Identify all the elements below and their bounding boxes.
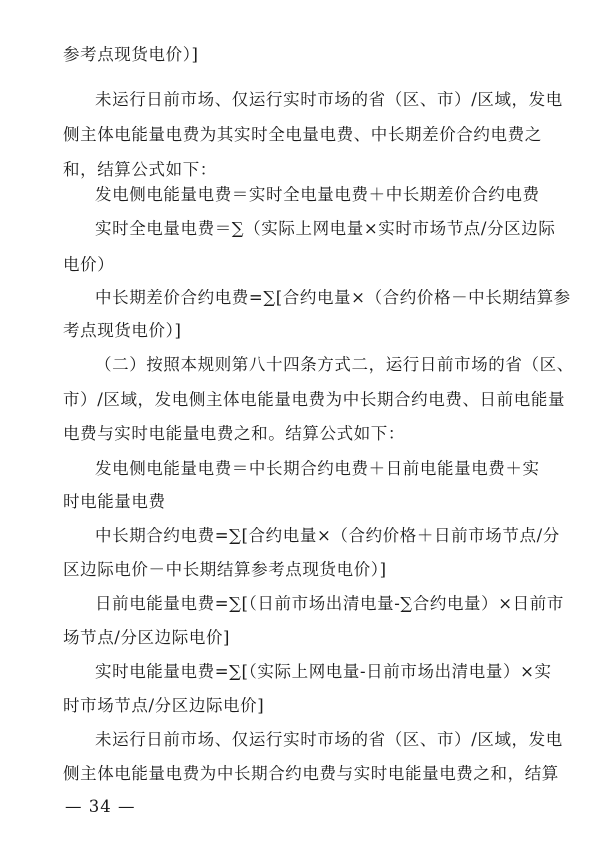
text-line: 电费与实时电能量电费之和。结算公式如下： — [63, 424, 405, 443]
formula-line: 发电侧电能量电费＝中长期合约电费＋日前电能量电费＋实 — [95, 459, 540, 478]
formula-line: 时电能量电费 — [63, 492, 166, 511]
text-line: 未运行日前市场、仅运行实时市场的省（区、市）/区域，发电 — [95, 90, 563, 109]
formula-line: 实时全电量电费＝∑（实际上网电量×实时市场节点/分区边际 — [95, 219, 556, 238]
formula-line: 中长期合约电费=∑[合约电量×（合约价格＋日前市场节点/分 — [95, 526, 560, 545]
formula-line: 考点现货电价）] — [63, 321, 182, 340]
formula-line: 电价） — [63, 255, 115, 274]
text-line: 侧主体电能量电费为其实时全电量电费、中长期差价合约电费之 — [63, 125, 542, 144]
formula-line: 场节点/分区边际电价] — [63, 628, 231, 647]
text-line: 和，结算公式如下： — [63, 160, 217, 179]
text-line: 市）/区域，发电侧主体电能量电费为中长期合约电费、日前电能量 — [63, 390, 566, 409]
formula-line: 时市场节点/分区边际电价] — [63, 696, 265, 715]
formula-line: 日前电能量电费=∑[（日前市场出清电量-∑合约电量）×日前市 — [95, 594, 564, 613]
section-heading-line: （二）按照本规则第八十四条方式二，运行日前市场的省（区、 — [95, 355, 574, 374]
formula-line: 中长期差价合约电费=∑[合约电量×（合约价格－中长期结算参 — [95, 288, 571, 307]
formula-line: 发电侧电能量电费＝实时全电量电费＋中长期差价合约电费 — [95, 185, 540, 204]
formula-line: 实时电能量电费=∑[（实际上网电量-日前市场出清电量）×实 — [95, 662, 552, 681]
text-line: 侧主体电能量电费为中长期合约电费与实时电能量电费之和，结算 — [63, 764, 559, 783]
text-line: 未运行日前市场、仅运行实时市场的省（区、市）/区域，发电 — [95, 730, 563, 749]
text-line: 参考点现货电价）] — [63, 45, 199, 64]
formula-line: 区边际电价－中长期结算参考点现货电价）] — [63, 560, 387, 579]
page-number: — 34 — — [65, 797, 136, 816]
